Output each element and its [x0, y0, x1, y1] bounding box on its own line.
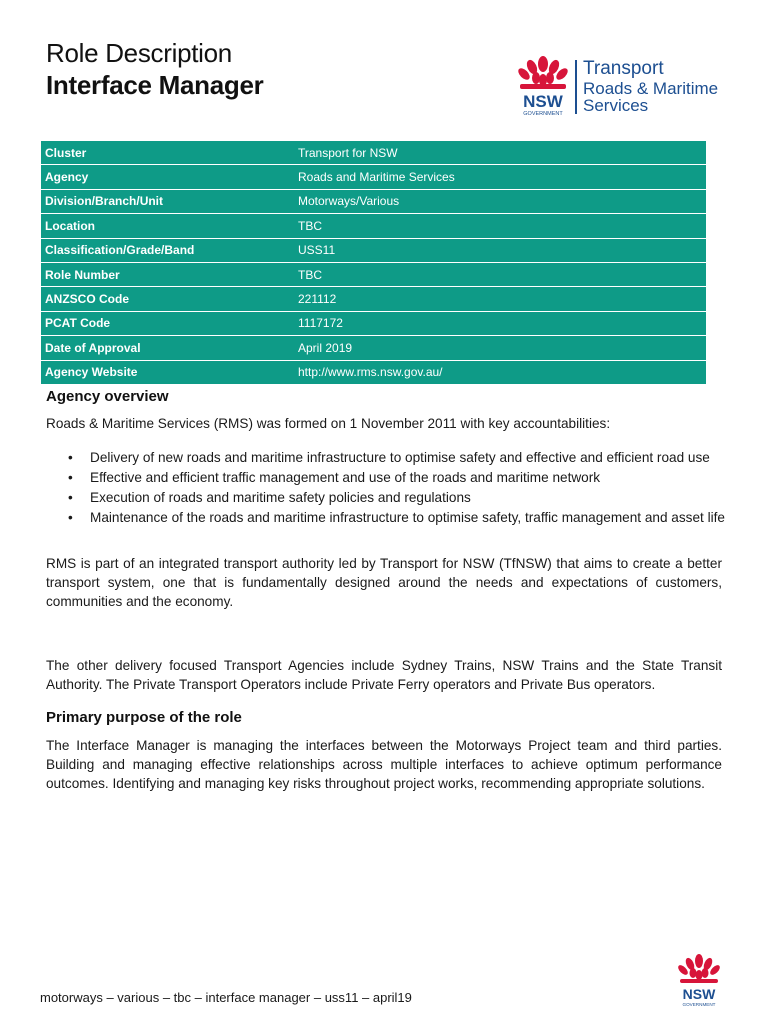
footer-logo-government-text: GOVERNMENT	[682, 1002, 716, 1007]
bullet-icon: •	[68, 510, 73, 525]
row-value: Transport for NSW	[294, 141, 706, 165]
row-key: Date of Approval	[41, 336, 294, 360]
row-value: Motorways/Various	[294, 189, 706, 213]
document-type: Role Description	[46, 38, 232, 68]
primary-purpose-heading: Primary purpose of the role	[46, 709, 242, 726]
row-value: Roads and Maritime Services	[294, 165, 706, 189]
logo-services-text: Services	[583, 96, 649, 115]
list-item-text: Execution of roads and maritime safety policies and regulations	[90, 490, 471, 505]
footer-waratah-icon	[677, 954, 721, 1008]
logo-divider	[575, 60, 577, 114]
row-key: Agency Website	[41, 360, 294, 384]
row-value: TBC	[294, 214, 706, 238]
logo-transport-text: Transport	[583, 58, 664, 79]
list-item-text: Delivery of new roads and maritime infrastructure to optimise safety and effective and efficient road use	[90, 450, 710, 465]
accountabilities-list	[68, 448, 728, 528]
table-row	[41, 360, 706, 384]
row-value: TBC	[294, 262, 706, 286]
list-item	[68, 488, 728, 508]
row-value: USS11	[294, 238, 706, 262]
role-info-table	[41, 141, 706, 384]
waratah-icon	[516, 56, 570, 116]
row-value: April 2019	[294, 336, 706, 360]
row-value: 221112	[294, 287, 706, 311]
table-row	[41, 165, 706, 189]
agency-overview-heading: Agency overview	[46, 388, 169, 405]
bullet-icon: •	[68, 450, 73, 465]
row-key: Agency	[41, 165, 294, 189]
logo-nsw-text: NSW	[523, 92, 563, 111]
row-key: Cluster	[41, 141, 294, 165]
table-row	[41, 238, 706, 262]
bullet-icon: •	[68, 490, 73, 505]
row-key: PCAT Code	[41, 311, 294, 335]
list-item-text: Effective and efficient traffic management and use of the roads and maritime network	[90, 470, 601, 485]
primary-purpose-text: The Interface Manager is managing the interfaces between the Motorways Project team and third parties. Building and managing effective relationships across multiple interfaces to achieve optimum performance outcomes. Identifying and managing key risks throughout project works, recommending appropriate solutions.	[46, 738, 722, 791]
row-key: Role Number	[41, 262, 294, 286]
table-row	[41, 311, 706, 335]
table-row	[41, 287, 706, 311]
footer-logo-nsw-text: NSW	[682, 986, 716, 1002]
agency-overview-intro: Roads & Maritime Services (RMS) was formed on 1 November 2011 with key accountabilities:	[46, 416, 611, 431]
list-item	[68, 448, 728, 468]
table-row	[41, 262, 706, 286]
agency-paragraph-2: The other delivery focused Transport Agencies include Sydney Trains, NSW Trains and the State Transit Authority. The Private Transport Operators include Private Ferry operators and Private Bus operators.	[46, 658, 722, 692]
row-key: Location	[41, 214, 294, 238]
row-key: ANZSCO Code	[41, 287, 294, 311]
row-value: 1117172	[294, 311, 706, 335]
logo-roads-maritime-text: Roads & Maritime	[583, 79, 719, 98]
list-item	[68, 508, 728, 528]
agency-paragraph-1: RMS is part of an integrated transport authority led by Transport for NSW (TfNSW) that aims to create a better transport system, one that is fundamentally designed around the needs and expectations of customers, communities and the economy.	[46, 556, 722, 609]
agency-website-link[interactable]: http://www.rms.nsw.gov.au/	[294, 360, 706, 384]
logo-government-text: GOVERNMENT	[523, 111, 563, 116]
table-row	[41, 214, 706, 238]
table-row	[41, 336, 706, 360]
row-key: Division/Branch/Unit	[41, 189, 294, 213]
list-item-text: Maintenance of the roads and maritime infrastructure to optimise safety, traffic management and asset life	[90, 510, 725, 525]
bullet-icon: •	[68, 470, 73, 485]
row-key: Classification/Grade/Band	[41, 238, 294, 262]
list-item	[68, 468, 728, 488]
footer-text: motorways – various – tbc – interface manager – uss11 – april19	[40, 990, 412, 1005]
page-title: Interface Manager	[46, 70, 264, 100]
table-row	[41, 141, 706, 165]
table-row	[41, 189, 706, 213]
